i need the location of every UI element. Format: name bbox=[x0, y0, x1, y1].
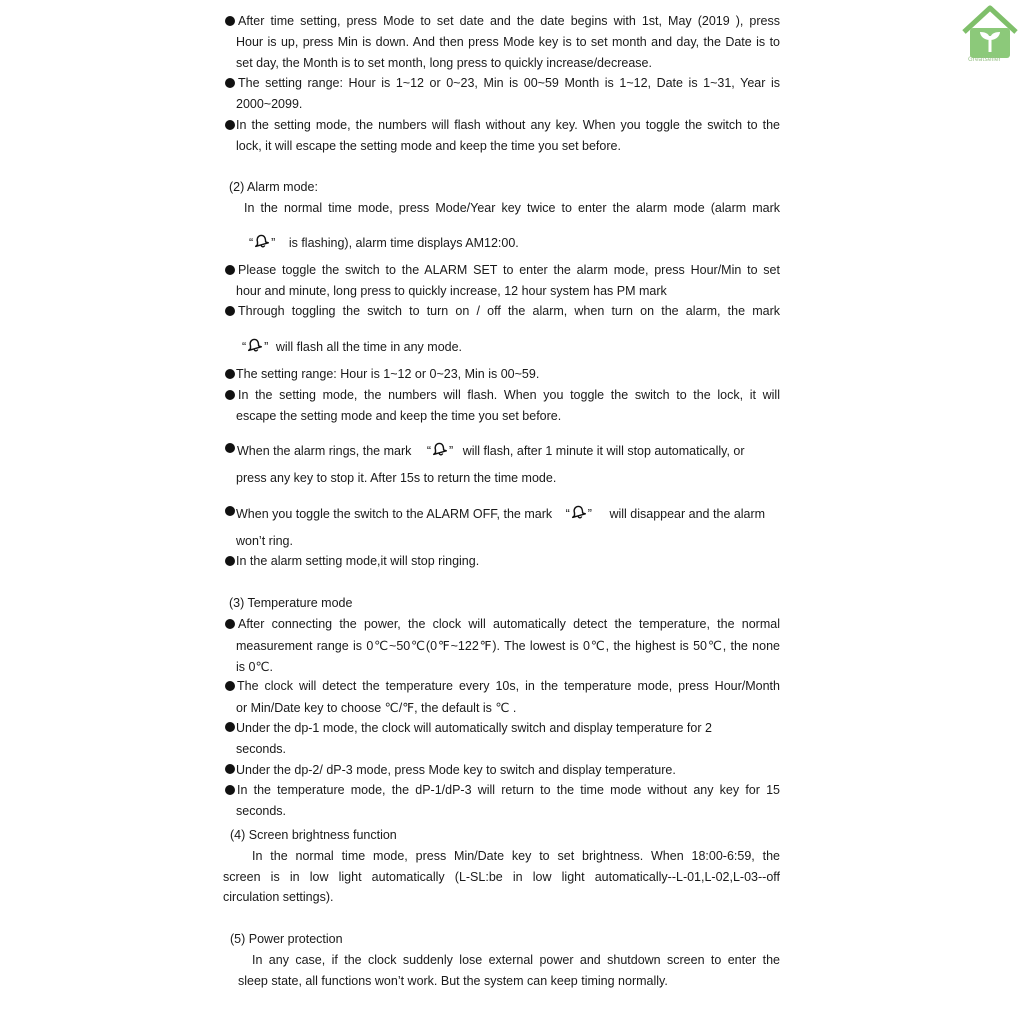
bullet-icon bbox=[225, 390, 235, 400]
text-line: seconds. bbox=[236, 804, 287, 818]
alarm-bell-icon bbox=[246, 336, 264, 354]
text-line: Hour is up, press Min is down. And then press Mode key is to set month and day, the Date is to bbox=[236, 35, 780, 49]
bullet-icon bbox=[225, 785, 235, 795]
text-line: In the normal time mode, press Mode/Year key twice to enter the alarm mode (alarm mark bbox=[244, 201, 780, 215]
alarm-bell-icon bbox=[570, 503, 588, 521]
bullet-icon bbox=[225, 681, 235, 691]
text-line: In the setting mode, the numbers will flash without any key. When you toggle the switch to the bbox=[236, 118, 780, 132]
text-line: After time setting, press Mode to set date and the date begins with 1st, May (2019 ), press bbox=[238, 14, 780, 28]
text-segment: When you toggle the switch to the ALARM OFF, the mark bbox=[236, 507, 553, 521]
bullet-icon bbox=[225, 764, 235, 774]
text-line: set day, the Month is to set month, long press to quickly increase/decrease. bbox=[236, 56, 652, 70]
text-segment: will disappear and the alarm bbox=[609, 507, 766, 521]
text-line: The setting range: Hour is 1~12 or 0~23, Min is 00~59. bbox=[236, 367, 540, 381]
text-line: The setting range: Hour is 1~12 or 0~23, Min is 00~59 Month is 1~12, Date is 1~31, Year is bbox=[238, 76, 780, 90]
text-line: lock, it will escape the setting mode and keep the time you set before. bbox=[236, 139, 621, 153]
text-line: In the alarm setting mode,it will stop ringing. bbox=[236, 554, 480, 568]
text-line: The clock will detect the temperature every 10s, in the temperature mode, press Hour/Month bbox=[237, 679, 780, 693]
text-line: When the alarm rings, the mark “ ” will flash, after 1 minute it will stop automatically, or bbox=[237, 440, 745, 458]
text-line: In the temperature mode, the dP-1/dP-3 will return to the time mode without any key for 15 bbox=[237, 783, 780, 797]
bullet-icon bbox=[225, 506, 235, 516]
bullet-icon bbox=[225, 722, 235, 732]
bullet-icon bbox=[225, 443, 235, 453]
text-line: measurement range is 0℃~50℃(0℉~122℉). The lowest is 0℃, the highest is 50℃, the none bbox=[236, 639, 780, 653]
text-line: Through toggling the switch to turn on / off the alarm, when turn on the alarm, the mark bbox=[238, 304, 780, 318]
logo-text: Greatseller bbox=[968, 56, 1002, 63]
text-segment: is flashing), alarm time displays AM12:00. bbox=[288, 236, 519, 250]
text-line: 2000~2099. bbox=[236, 97, 303, 111]
bullet-icon bbox=[225, 556, 235, 566]
bullet-icon bbox=[225, 369, 235, 379]
text-line: hour and minute, long press to quickly increase, 12 hour system has PM mark bbox=[236, 284, 667, 298]
text-line: won’t ring. bbox=[236, 534, 293, 548]
text-segment: will flash all the time in any mode. bbox=[275, 340, 463, 354]
text-line: seconds. bbox=[236, 742, 287, 756]
alarm-bell-icon bbox=[431, 440, 449, 458]
text-line: circulation settings). bbox=[223, 890, 334, 904]
text-line: is 0℃. bbox=[236, 660, 273, 674]
bullet-icon bbox=[225, 120, 235, 130]
text-line: Please toggle the switch to the ALARM SET to enter the alarm mode, press Hour/Min to set bbox=[238, 263, 780, 277]
text-line: escape the setting mode and keep the time you set before. bbox=[236, 409, 562, 423]
text-line: “ ” will flash all the time in any mode. bbox=[242, 336, 462, 354]
section-heading: (3) Temperature mode bbox=[229, 596, 353, 610]
alarm-bell-icon bbox=[253, 232, 271, 250]
text-line: Under the dp-1 mode, the clock will automatically switch and display temperature for 2 bbox=[236, 721, 712, 735]
text-segment: will flash, after 1 minute it will stop automatically, or bbox=[462, 444, 745, 458]
bullet-icon bbox=[225, 619, 235, 629]
text-line: In any case, if the clock suddenly lose external power and shutdown screen to enter the bbox=[252, 953, 780, 967]
text-line: screen is in low light automatically (L-SL:be in low light automatically--L-01,L-02,L-03--off bbox=[223, 870, 780, 884]
text-line: In the normal time mode, press Min/Date key to set brightness. When 18:00-6:59, the bbox=[252, 849, 780, 863]
section-heading: (4) Screen brightness function bbox=[230, 828, 397, 842]
text-line: After connecting the power, the clock will automatically detect the temperature, the normal bbox=[238, 617, 780, 631]
text-line: In the setting mode, the numbers will flash. When you toggle the switch to the lock, it will bbox=[238, 388, 780, 402]
bullet-icon bbox=[225, 306, 235, 316]
text-line: sleep state, all functions won’t work. But the system can keep timing normally. bbox=[238, 974, 668, 988]
bullet-icon bbox=[225, 78, 235, 88]
text-line: “ ” is flashing), alarm time displays AM12:00. bbox=[249, 232, 519, 250]
text-line: Under the dp-2/ dP-3 mode, press Mode key to switch and display temperature. bbox=[236, 763, 676, 777]
bullet-icon bbox=[225, 265, 235, 275]
text-line: or Min/Date key to choose ℃/℉, the default is ℃ . bbox=[236, 701, 517, 715]
text-line: When you toggle the switch to the ALARM OFF, the mark “ ” will disappear and the alarm bbox=[236, 503, 765, 521]
section-heading: (5) Power protection bbox=[230, 932, 343, 946]
text-segment: When the alarm rings, the mark bbox=[237, 444, 412, 458]
text-line: press any key to stop it. After 15s to return the time mode. bbox=[236, 471, 557, 485]
section-heading: (2) Alarm mode: bbox=[229, 180, 318, 194]
bullet-icon bbox=[225, 16, 235, 26]
